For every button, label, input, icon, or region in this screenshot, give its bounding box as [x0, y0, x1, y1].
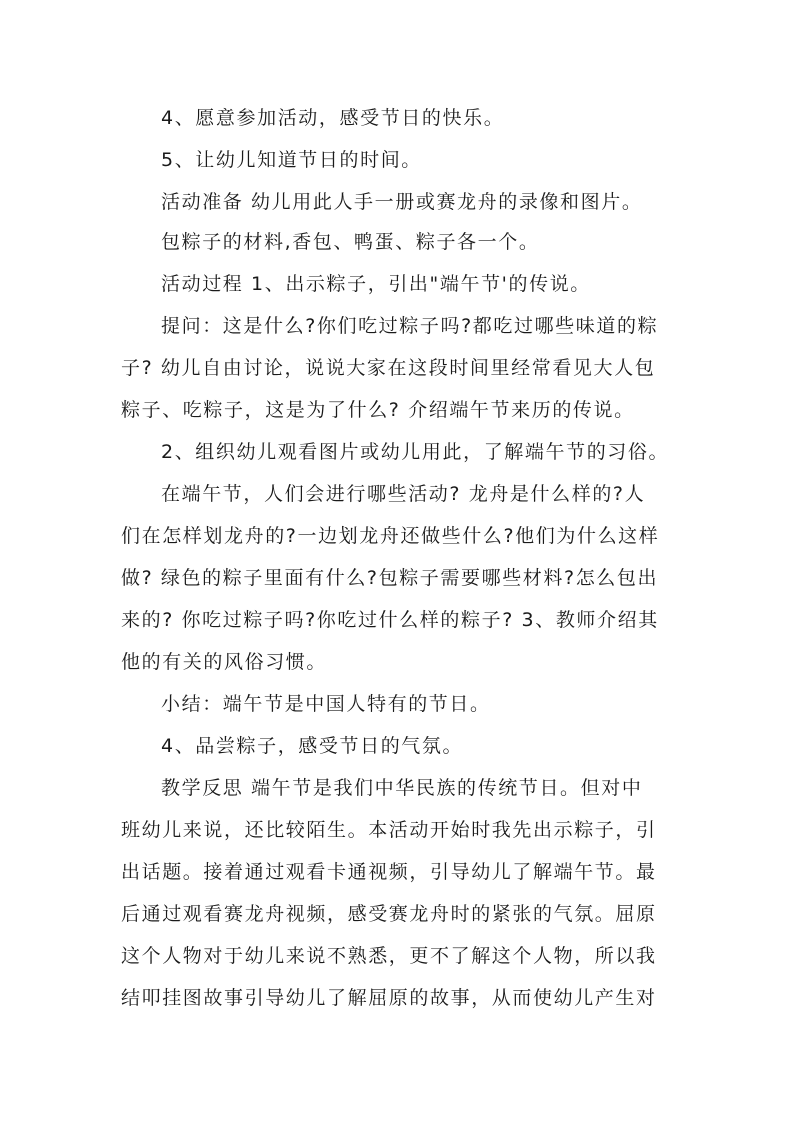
text-line: 包粽子的材料,香包、鸭蛋、粽子各一个。	[161, 231, 540, 253]
text-line: 来的? 你吃过粽子吗?你吃过什么样的粽子? 3、教师介绍其	[121, 609, 659, 631]
text-line: 活动准备 幼儿用此人手一册或赛龙舟的录像和图片。	[161, 191, 643, 213]
text-line: 们在怎样划龙舟的?一边划龙舟还做些什么?他们为什么这样	[121, 525, 660, 547]
text-line: 4、品尝粽子，感受节日的气氛。	[161, 735, 464, 757]
text-line: 小结：端午节是中国人特有的节日。	[161, 693, 491, 715]
text-line: 粽子、吃粽子，这是为了什么? 介绍端午节来历的传说。	[121, 399, 635, 421]
text-line: 2、组织幼儿观看图片或幼儿用此，了解端午节的习俗。	[161, 441, 670, 463]
text-line: 结叩挂图故事引导幼儿了解屈原的故事，从而使幼儿产生对	[121, 987, 657, 1009]
text-line: 子? 幼儿自由讨论，说说大家在这段时间里经常看见大人包	[121, 357, 656, 379]
text-line: 这个人物对于幼儿来说不熟悉，更不了解这个人物，所以我	[121, 945, 657, 967]
text-line: 做? 绿色的粽子里面有什么?包粽子需要哪些材料?怎么包出	[121, 567, 659, 589]
text-line: 班幼儿来说，还比较陌生。本活动开始时我先出示粽子，引	[121, 819, 657, 841]
text-line: 他的有关的风俗习惯。	[121, 651, 328, 673]
text-line: 活动过程 1、出示粽子，引出"端午节'的传说。	[161, 273, 591, 295]
text-line: 教学反思 端午节是我们中华民族的传统节日。但对中	[161, 777, 643, 799]
text-line: 后通过观看赛龙舟视频，感受赛龙舟时的紧张的气氛。屈原	[121, 903, 657, 925]
text-line: 5、让幼儿知道节日的时间。	[161, 149, 422, 171]
text-line: 提问：这是什么?你们吃过粽子吗?都吃过哪些味道的粽	[161, 315, 659, 337]
text-line: 4、愿意参加活动，感受节日的快乐。	[161, 107, 505, 129]
text-line: 在端午节，人们会进行哪些活动? 龙舟是什么样的?人	[161, 483, 646, 505]
text-line: 出话题。接着通过观看卡通视频，引导幼儿了解端午节。最	[121, 861, 657, 883]
